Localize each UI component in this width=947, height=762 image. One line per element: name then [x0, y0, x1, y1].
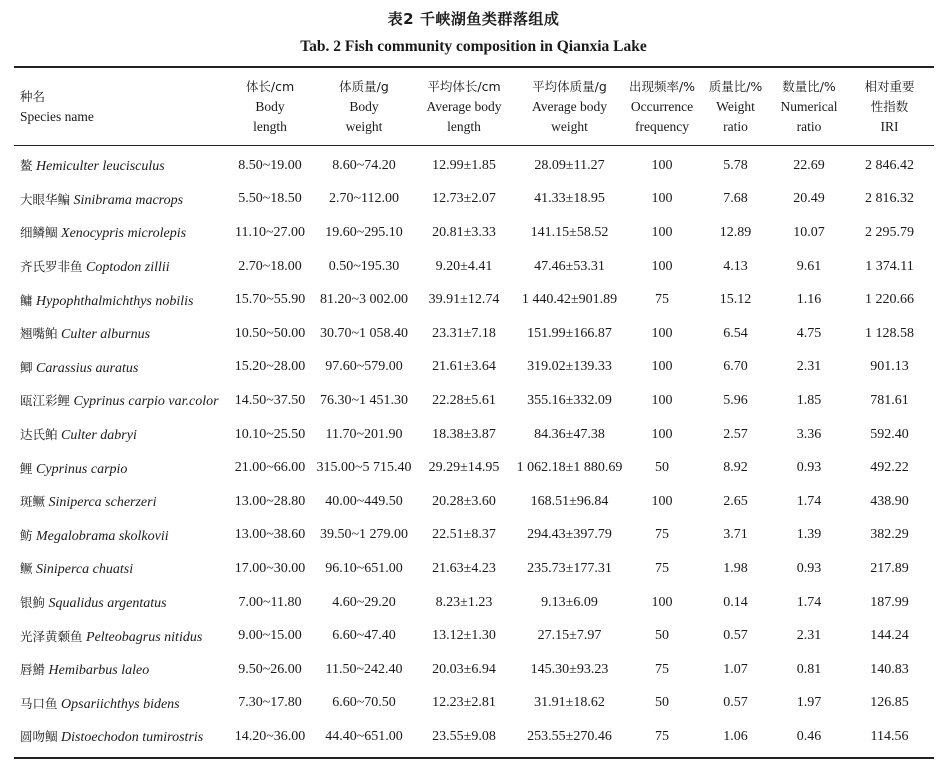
average-length-cell: 8.23±1.23: [435, 594, 493, 610]
body-length-cell: 9.50~26.00: [238, 661, 302, 677]
species-name-cell: [14, 451, 227, 485]
occurrence-frequency-cell: 100: [651, 426, 673, 442]
average-length-cell: 23.55±9.08: [432, 728, 496, 744]
iri-cell: 140.83: [870, 661, 909, 677]
table-row: [14, 250, 934, 284]
table-row: [14, 351, 934, 385]
body-weight-cell: 30.70~1 058.40: [319, 325, 409, 341]
body-length-cell: 9.00~15.00: [238, 628, 302, 644]
numerical-ratio-cell: 1.74: [796, 594, 822, 610]
occurrence-frequency-cell: 75: [655, 661, 669, 677]
average-weight-cell: 84.36±47.38: [534, 426, 605, 442]
species-name-cn: 斑鳜: [20, 494, 46, 510]
species-name-cell: [14, 552, 227, 586]
weight-ratio-cell: 2.57: [723, 426, 748, 442]
body-weight-cell: 76.30~1 451.30: [319, 392, 409, 408]
iri-cell: 2 816.32: [865, 191, 914, 207]
average-length-cell: 18.38±3.87: [432, 426, 496, 442]
species-name-latin: Carassius auratus: [36, 360, 139, 376]
average-length-cell: 20.03±6.94: [432, 661, 496, 677]
body-length-cell: 2.70~18.00: [238, 258, 302, 274]
occurrence-frequency-cell: 50: [655, 460, 669, 476]
average-length-cell: 29.29±14.95: [428, 460, 500, 476]
table-row: [14, 216, 934, 250]
weight-ratio-cell: 4.13: [723, 258, 748, 274]
species-name-latin: Hypophthalmichthys nobilis: [36, 293, 194, 309]
iri-cell: 2 295.79: [865, 224, 914, 240]
iri-cell: 1 220.66: [865, 292, 914, 308]
weight-ratio-cell: 2.65: [723, 493, 748, 509]
species-name-latin: Hemiculter leucisculus: [36, 159, 165, 175]
numerical-ratio-cell: 22.69: [793, 157, 825, 173]
table-row: [14, 418, 934, 452]
species-name-cn: 大眼华鳊: [20, 191, 71, 207]
average-weight-cell: 253.55±270.46: [527, 728, 612, 744]
body-length-cell: 10.10~25.50: [234, 426, 306, 442]
body-weight-cell: 96.10~651.00: [325, 560, 403, 576]
table-title-en: Tab. 2 Fish community composition in Qianxia Lake: [300, 38, 647, 55]
numerical-ratio-cell: 10.07: [793, 224, 825, 240]
body-length-cell: 7.30~17.80: [238, 695, 302, 711]
species-name-cn: 圆吻鲴: [20, 729, 58, 745]
table-row: [14, 552, 934, 586]
table-row: [14, 149, 934, 183]
average-length-cell: 12.99±1.85: [432, 157, 496, 173]
average-length-cell: 9.20±4.41: [435, 258, 493, 274]
average-weight-cell: 145.30±93.23: [530, 661, 609, 677]
numerical-ratio-cell: 0.46: [796, 728, 822, 744]
body-weight-cell: 315.00~5 715.40: [316, 460, 412, 476]
species-name-cn: 银鮈: [20, 595, 46, 611]
species-name-cn: 鳙: [20, 292, 33, 308]
species-name-cell: [14, 351, 227, 385]
average-weight-cell: 1 062.18±1 880.69: [516, 460, 623, 476]
species-name-cn: 马口鱼: [20, 695, 58, 711]
species-name-latin: Siniperca chuatsi: [36, 562, 134, 578]
numerical-ratio-cell: 1.74: [796, 493, 822, 509]
average-weight-cell: 235.73±177.31: [527, 560, 612, 576]
body-weight-cell: 6.60~47.40: [332, 628, 396, 644]
weight-ratio-cell: 1.06: [723, 728, 748, 744]
numerical-ratio-cell: 20.49: [793, 191, 825, 207]
weight-ratio-cell: 3.71: [723, 527, 748, 543]
average-weight-cell: 1 440.42±901.89: [521, 292, 618, 308]
species-name-cell: [14, 485, 227, 519]
occurrence-frequency-cell: 75: [655, 292, 669, 308]
body-weight-cell: 11.70~201.90: [325, 426, 403, 442]
weight-ratio-cell: 1.98: [723, 560, 748, 576]
table-body: [14, 145, 934, 754]
species-name-latin: Megalobrama skolkovii: [36, 528, 169, 544]
table-row: [14, 720, 934, 754]
table-title-cn: 表2 千峡湖鱼类群落组成: [387, 10, 560, 28]
iri-cell: 114.56: [870, 728, 909, 744]
table-row: [14, 485, 934, 519]
weight-ratio-cell: 0.57: [723, 628, 748, 644]
species-name-latin: Cyprinus carpio: [36, 461, 128, 477]
species-name-cell: [14, 720, 227, 754]
species-name-latin: Xenocypris microlepis: [61, 226, 187, 242]
weight-ratio-cell: 0.14: [723, 594, 748, 610]
body-length-cell: 21.00~66.00: [234, 460, 306, 476]
average-weight-cell: 151.99±166.87: [527, 325, 612, 341]
occurrence-frequency-cell: 100: [651, 258, 673, 274]
average-length-cell: 22.51±8.37: [432, 527, 496, 543]
iri-cell: 382.29: [870, 527, 909, 543]
header-iri: 相对重要 性指数 IRI: [864, 78, 915, 134]
numerical-ratio-cell: 3.36: [796, 426, 822, 442]
numerical-ratio-cell: 1.39: [796, 527, 822, 543]
header-average-length: 平均体长/cm Average body length: [426, 78, 502, 134]
numerical-ratio-cell: 0.93: [796, 560, 822, 576]
numerical-ratio-cell: 1.97: [796, 695, 822, 711]
species-name-cell: [14, 216, 227, 250]
average-weight-cell: 168.51±96.84: [530, 493, 609, 509]
average-length-cell: 23.31±7.18: [432, 325, 496, 341]
species-name-cell: [14, 317, 227, 351]
occurrence-frequency-cell: 75: [655, 527, 669, 543]
species-name-latin: Siniperca scherzeri: [48, 495, 157, 511]
average-weight-cell: 27.15±7.97: [537, 628, 602, 644]
species-name-latin: Hemibarbus laleo: [48, 663, 150, 679]
body-length-cell: 13.00~38.60: [234, 527, 306, 543]
weight-ratio-cell: 5.78: [723, 157, 748, 173]
species-name-cn: 唇䱻: [20, 662, 46, 678]
iri-cell: 592.40: [870, 426, 909, 442]
iri-cell: 901.13: [870, 359, 909, 375]
average-length-cell: 20.28±3.60: [432, 493, 496, 509]
weight-ratio-cell: 1.07: [723, 661, 748, 677]
average-weight-cell: 141.15±58.52: [530, 224, 609, 240]
body-weight-cell: 97.60~579.00: [325, 359, 403, 375]
occurrence-frequency-cell: 100: [651, 392, 673, 408]
occurrence-frequency-cell: 50: [655, 628, 669, 644]
average-length-cell: 13.12±1.30: [432, 628, 496, 644]
species-name-latin: Coptodon zillii: [86, 260, 170, 276]
species-name-cn: 齐氏罗非鱼: [20, 259, 83, 275]
weight-ratio-cell: 5.96: [723, 392, 748, 408]
body-length-cell: 15.20~28.00: [234, 359, 306, 375]
numerical-ratio-cell: 0.93: [796, 460, 822, 476]
average-weight-cell: 47.46±53.31: [534, 258, 605, 274]
weight-ratio-cell: 15.12: [719, 292, 752, 308]
body-weight-cell: 4.60~29.20: [332, 594, 396, 610]
species-name-cell: [14, 619, 227, 653]
occurrence-frequency-cell: 100: [651, 493, 673, 509]
species-name-cn: 光泽黄颡鱼: [20, 628, 83, 644]
species-name-cell: [14, 149, 227, 183]
occurrence-frequency-cell: 100: [651, 359, 673, 375]
occurrence-frequency-cell: 100: [651, 191, 673, 207]
average-weight-cell: 41.33±18.95: [534, 191, 605, 207]
average-length-cell: 12.23±2.81: [432, 695, 496, 711]
average-length-cell: 12.73±2.07: [432, 191, 496, 207]
average-length-cell: 39.91±12.74: [428, 292, 500, 308]
body-weight-cell: 0.50~195.30: [328, 258, 400, 274]
average-length-cell: 22.28±5.61: [432, 392, 496, 408]
species-name-cn: 鲤: [20, 460, 33, 476]
species-name-latin: Pelteobagrus nitidus: [86, 629, 203, 645]
numerical-ratio-cell: 2.31: [796, 359, 822, 375]
body-weight-cell: 44.40~651.00: [325, 728, 403, 744]
numerical-ratio-cell: 1.85: [796, 392, 822, 408]
iri-cell: 187.99: [870, 594, 909, 610]
numerical-ratio-cell: 2.31: [796, 628, 822, 644]
numerical-ratio-cell: 4.75: [796, 325, 822, 341]
body-weight-cell: 81.20~3 002.00: [319, 292, 409, 308]
occurrence-frequency-cell: 50: [655, 695, 669, 711]
species-name-cn: 鲫: [20, 359, 33, 375]
table-row: [14, 451, 934, 485]
table-row: [14, 283, 934, 317]
species-name-cell: [14, 687, 227, 721]
species-name-cell: [14, 183, 227, 217]
body-length-cell: 8.50~19.00: [238, 157, 302, 173]
iri-cell: 126.85: [870, 695, 909, 711]
weight-ratio-cell: 7.68: [723, 191, 748, 207]
species-name-latin: Squalidus argentatus: [48, 596, 167, 612]
weight-ratio-cell: 6.70: [723, 359, 748, 375]
body-weight-cell: 8.60~74.20: [332, 157, 396, 173]
table-row: [14, 687, 934, 721]
average-weight-cell: 31.91±18.62: [534, 695, 605, 711]
header-species: 种名 Species name: [20, 88, 94, 124]
species-name-cn: 鲂: [20, 527, 33, 543]
table-row: [14, 586, 934, 620]
species-name-cell: [14, 586, 227, 620]
body-weight-cell: 2.70~112.00: [328, 191, 400, 207]
header-occurrence-frequency: 出现频率/% Occurrence frequency: [628, 78, 696, 134]
species-name-latin: Culter dabryi: [61, 428, 137, 444]
species-name-cell: [14, 418, 227, 452]
species-name-latin: Distoechodon tumirostris: [61, 730, 204, 746]
species-name-cn: 鳌: [20, 158, 33, 174]
fish-community-table: [14, 68, 934, 754]
header-body-length: 体长/cm Body length: [245, 78, 295, 134]
species-name-cell: [14, 519, 227, 553]
bottom-rule: [14, 757, 934, 759]
species-name-cell: [14, 250, 227, 284]
species-name-cn: 鳜: [20, 561, 33, 577]
table-row: [14, 519, 934, 553]
numerical-ratio-cell: 0.81: [796, 661, 822, 677]
table-row: [14, 317, 934, 351]
body-weight-cell: 6.60~70.50: [332, 695, 396, 711]
iri-cell: 217.89: [870, 560, 909, 576]
table-row: [14, 653, 934, 687]
occurrence-frequency-cell: 100: [651, 594, 673, 610]
species-name-cn: 达氏鲌: [20, 427, 58, 443]
numerical-ratio-cell: 9.61: [796, 258, 822, 274]
species-name-cn: 细鳞鲴: [20, 225, 58, 241]
iri-cell: 1 374.11: [865, 258, 914, 274]
table-row: [14, 619, 934, 653]
header-weight-ratio: 质量比/% Weight ratio: [708, 78, 763, 134]
average-weight-cell: 294.43±397.79: [527, 527, 612, 543]
body-length-cell: 5.50~18.50: [238, 191, 302, 207]
weight-ratio-cell: 8.92: [723, 460, 748, 476]
numerical-ratio-cell: 1.16: [796, 292, 822, 308]
header-body-weight: 体质量/g Body weight: [339, 78, 389, 134]
body-weight-cell: 11.50~242.40: [325, 661, 403, 677]
body-length-cell: 17.00~30.00: [234, 560, 306, 576]
occurrence-frequency-cell: 100: [651, 157, 673, 173]
body-length-cell: 10.50~50.00: [234, 325, 306, 341]
species-name-latin: Culter alburnus: [61, 327, 151, 343]
body-weight-cell: 19.60~295.10: [325, 224, 403, 240]
header-numerical-ratio: 数量比/% Numerical ratio: [780, 78, 838, 134]
body-length-cell: 13.00~28.80: [234, 493, 306, 509]
table-row: [14, 183, 934, 217]
body-weight-cell: 40.00~449.50: [325, 493, 403, 509]
species-name-latin: Cyprinus carpio var.color: [73, 394, 219, 410]
weight-ratio-cell: 12.89: [719, 224, 752, 240]
body-length-cell: 7.00~11.80: [238, 594, 302, 610]
iri-cell: 492.22: [870, 460, 909, 476]
weight-ratio-cell: 6.54: [723, 325, 748, 341]
species-name-latin: Opsariichthys bidens: [61, 696, 180, 712]
average-length-cell: 21.61±3.64: [432, 359, 496, 375]
species-name-cell: [14, 653, 227, 687]
average-length-cell: 20.81±3.33: [432, 224, 496, 240]
occurrence-frequency-cell: 100: [651, 224, 673, 240]
header-row: [14, 68, 934, 145]
species-name-cell: [14, 283, 227, 317]
average-weight-cell: 9.13±6.09: [541, 594, 598, 610]
average-length-cell: 21.63±4.23: [432, 560, 496, 576]
iri-cell: 438.90: [870, 493, 909, 509]
occurrence-frequency-cell: 75: [655, 560, 669, 576]
body-length-cell: 15.70~55.90: [234, 292, 306, 308]
weight-ratio-cell: 0.57: [723, 695, 748, 711]
iri-cell: 781.61: [870, 392, 909, 408]
species-name-latin: Sinibrama macrops: [73, 192, 184, 208]
occurrence-frequency-cell: 100: [651, 325, 673, 341]
iri-cell: 2 846.42: [865, 157, 914, 173]
iri-cell: 1 128.58: [865, 325, 914, 341]
body-length-cell: 14.20~36.00: [234, 728, 306, 744]
average-weight-cell: 28.09±11.27: [534, 157, 605, 173]
header-average-weight: 平均体质量/g Average body weight: [531, 78, 608, 134]
iri-cell: 144.24: [870, 628, 909, 644]
table-row: [14, 384, 934, 418]
body-length-cell: 14.50~37.50: [234, 392, 306, 408]
body-weight-cell: 39.50~1 279.00: [319, 527, 409, 543]
body-length-cell: 11.10~27.00: [234, 224, 306, 240]
species-name-cn: 翘嘴鲌: [20, 326, 58, 342]
species-name-cell: [14, 384, 227, 418]
average-weight-cell: 319.02±139.33: [527, 359, 612, 375]
species-name-cn: 瓯江彩鲤: [20, 393, 71, 409]
occurrence-frequency-cell: 75: [655, 728, 669, 744]
average-weight-cell: 355.16±332.09: [527, 392, 612, 408]
